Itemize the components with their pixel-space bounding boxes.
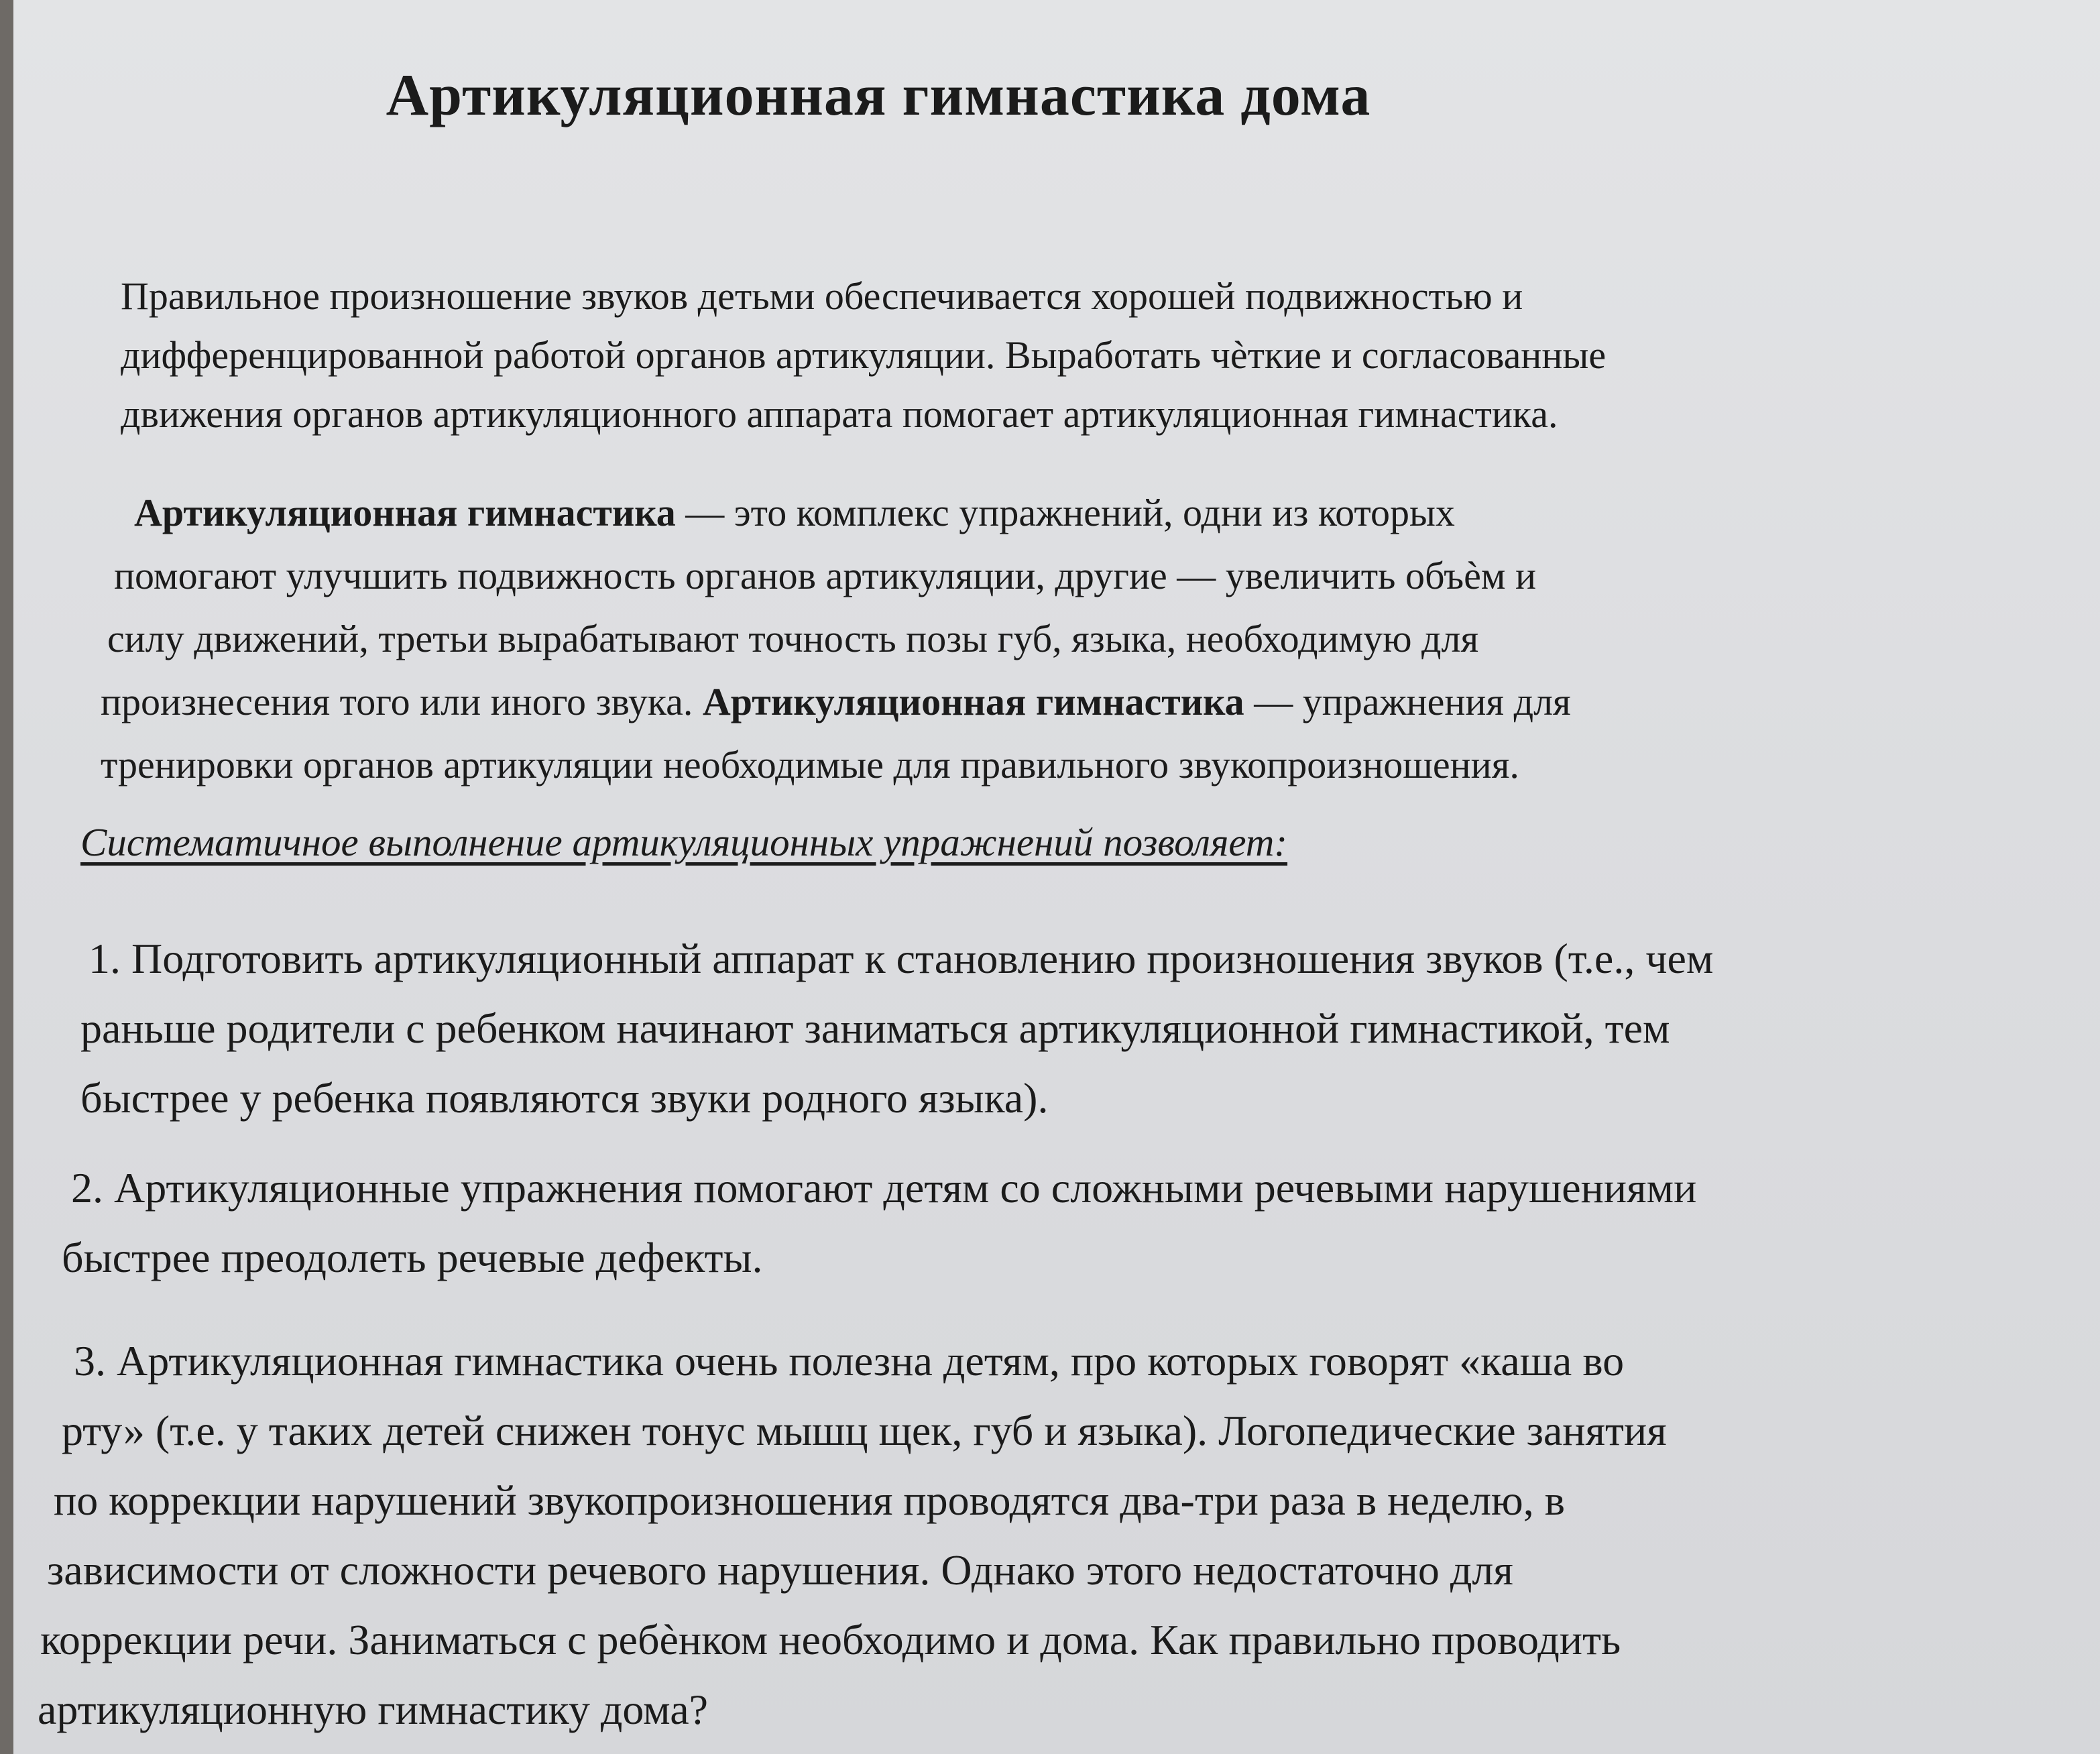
definition-term: Артикуляционная гимнастика (134, 491, 676, 534)
list-item-1-line-3: быстрее у ребенка появляются звуки родного языка). (80, 1074, 1049, 1122)
definition-line-5: тренировки органов артикуляции необходимые для правильного звукопроизношения. (101, 743, 1519, 786)
list-item-3-line-3: по коррекции нарушений звукопроизношения проводятся два-три раза в неделю, в (54, 1476, 1565, 1524)
list-item-2 (62, 1153, 1696, 1293)
list-item-3-line-6: артикуляционную гимнастику дома? (38, 1686, 709, 1733)
definition-line-4-start: произнесения того или иного звука. (101, 680, 703, 723)
intro-line-1: Правильное произношение звуков детьми обеспечивается хорошей подвижностью и (121, 274, 1523, 318)
definition-line-4-text: — упражнения для (1244, 680, 1571, 723)
list-heading: Систематичное выполнение артикуляционных упражнений позволяет: (80, 820, 1288, 864)
list-item-1-line-2: раньше родители с ребенком начинают заниматься артикуляционной гимнастикой, тем (80, 1004, 1670, 1052)
list-item-3-line-4: зависимости от сложности речевого нарушения. Однако этого недостаточно для (47, 1546, 1513, 1594)
definition-line-4 (101, 670, 1571, 734)
list-item-2-line-1: 2. Артикуляционные упражнения помогают детям со сложными речевыми нарушениями (71, 1164, 1697, 1212)
list-item-3-line-2: рту» (т.е. у таких детей снижен тонус мышц щек, губ и языка). Логопедические занятия (62, 1407, 1667, 1454)
definition-paragraph (101, 481, 1571, 797)
list-item-3-line-5: коррекции речи. Заниматься с ребѐнком необходимо и дома. Как правильно проводить (40, 1616, 1621, 1663)
definition-line-2: помогают улучшить подвижность органов артикуляции, другие — увеличить объѐм и (114, 554, 1537, 597)
intro-line-2: дифференцированной работой органов артикуляции. Выработать чѐткие и согласованные (121, 333, 1607, 377)
definition-term-2: Артикуляционная гимнастика (702, 680, 1244, 723)
list-item-2-line-2: быстрее преодолеть речевые дефекты. (62, 1234, 763, 1281)
list-item-3 (38, 1326, 1667, 1745)
definition-line-3: силу движений, третьи вырабатывают точность позы губ, языка, необходимую для (107, 617, 1479, 660)
list-item-1 (80, 924, 1713, 1133)
list-item-3-line-1: 3. Артикуляционная гимнастика очень полезна детям, про которых говорят «каша во (74, 1337, 1625, 1385)
document-page (13, 0, 2100, 1754)
definition-line-1 (101, 481, 1571, 544)
list-item-1-line-1: 1. Подготовить артикуляционный аппарат к становлению произношения звуков (т.е., чем (89, 935, 1714, 982)
document-title: Артикуляционная гимнастика дома (386, 63, 1371, 128)
intro-paragraph (121, 267, 1606, 444)
intro-line-3: движения органов артикуляционного аппарата помогает артикуляционная гимнастика. (121, 392, 1558, 436)
definition-line-1-text: — это комплекс упражнений, одни из которых (675, 491, 1455, 534)
